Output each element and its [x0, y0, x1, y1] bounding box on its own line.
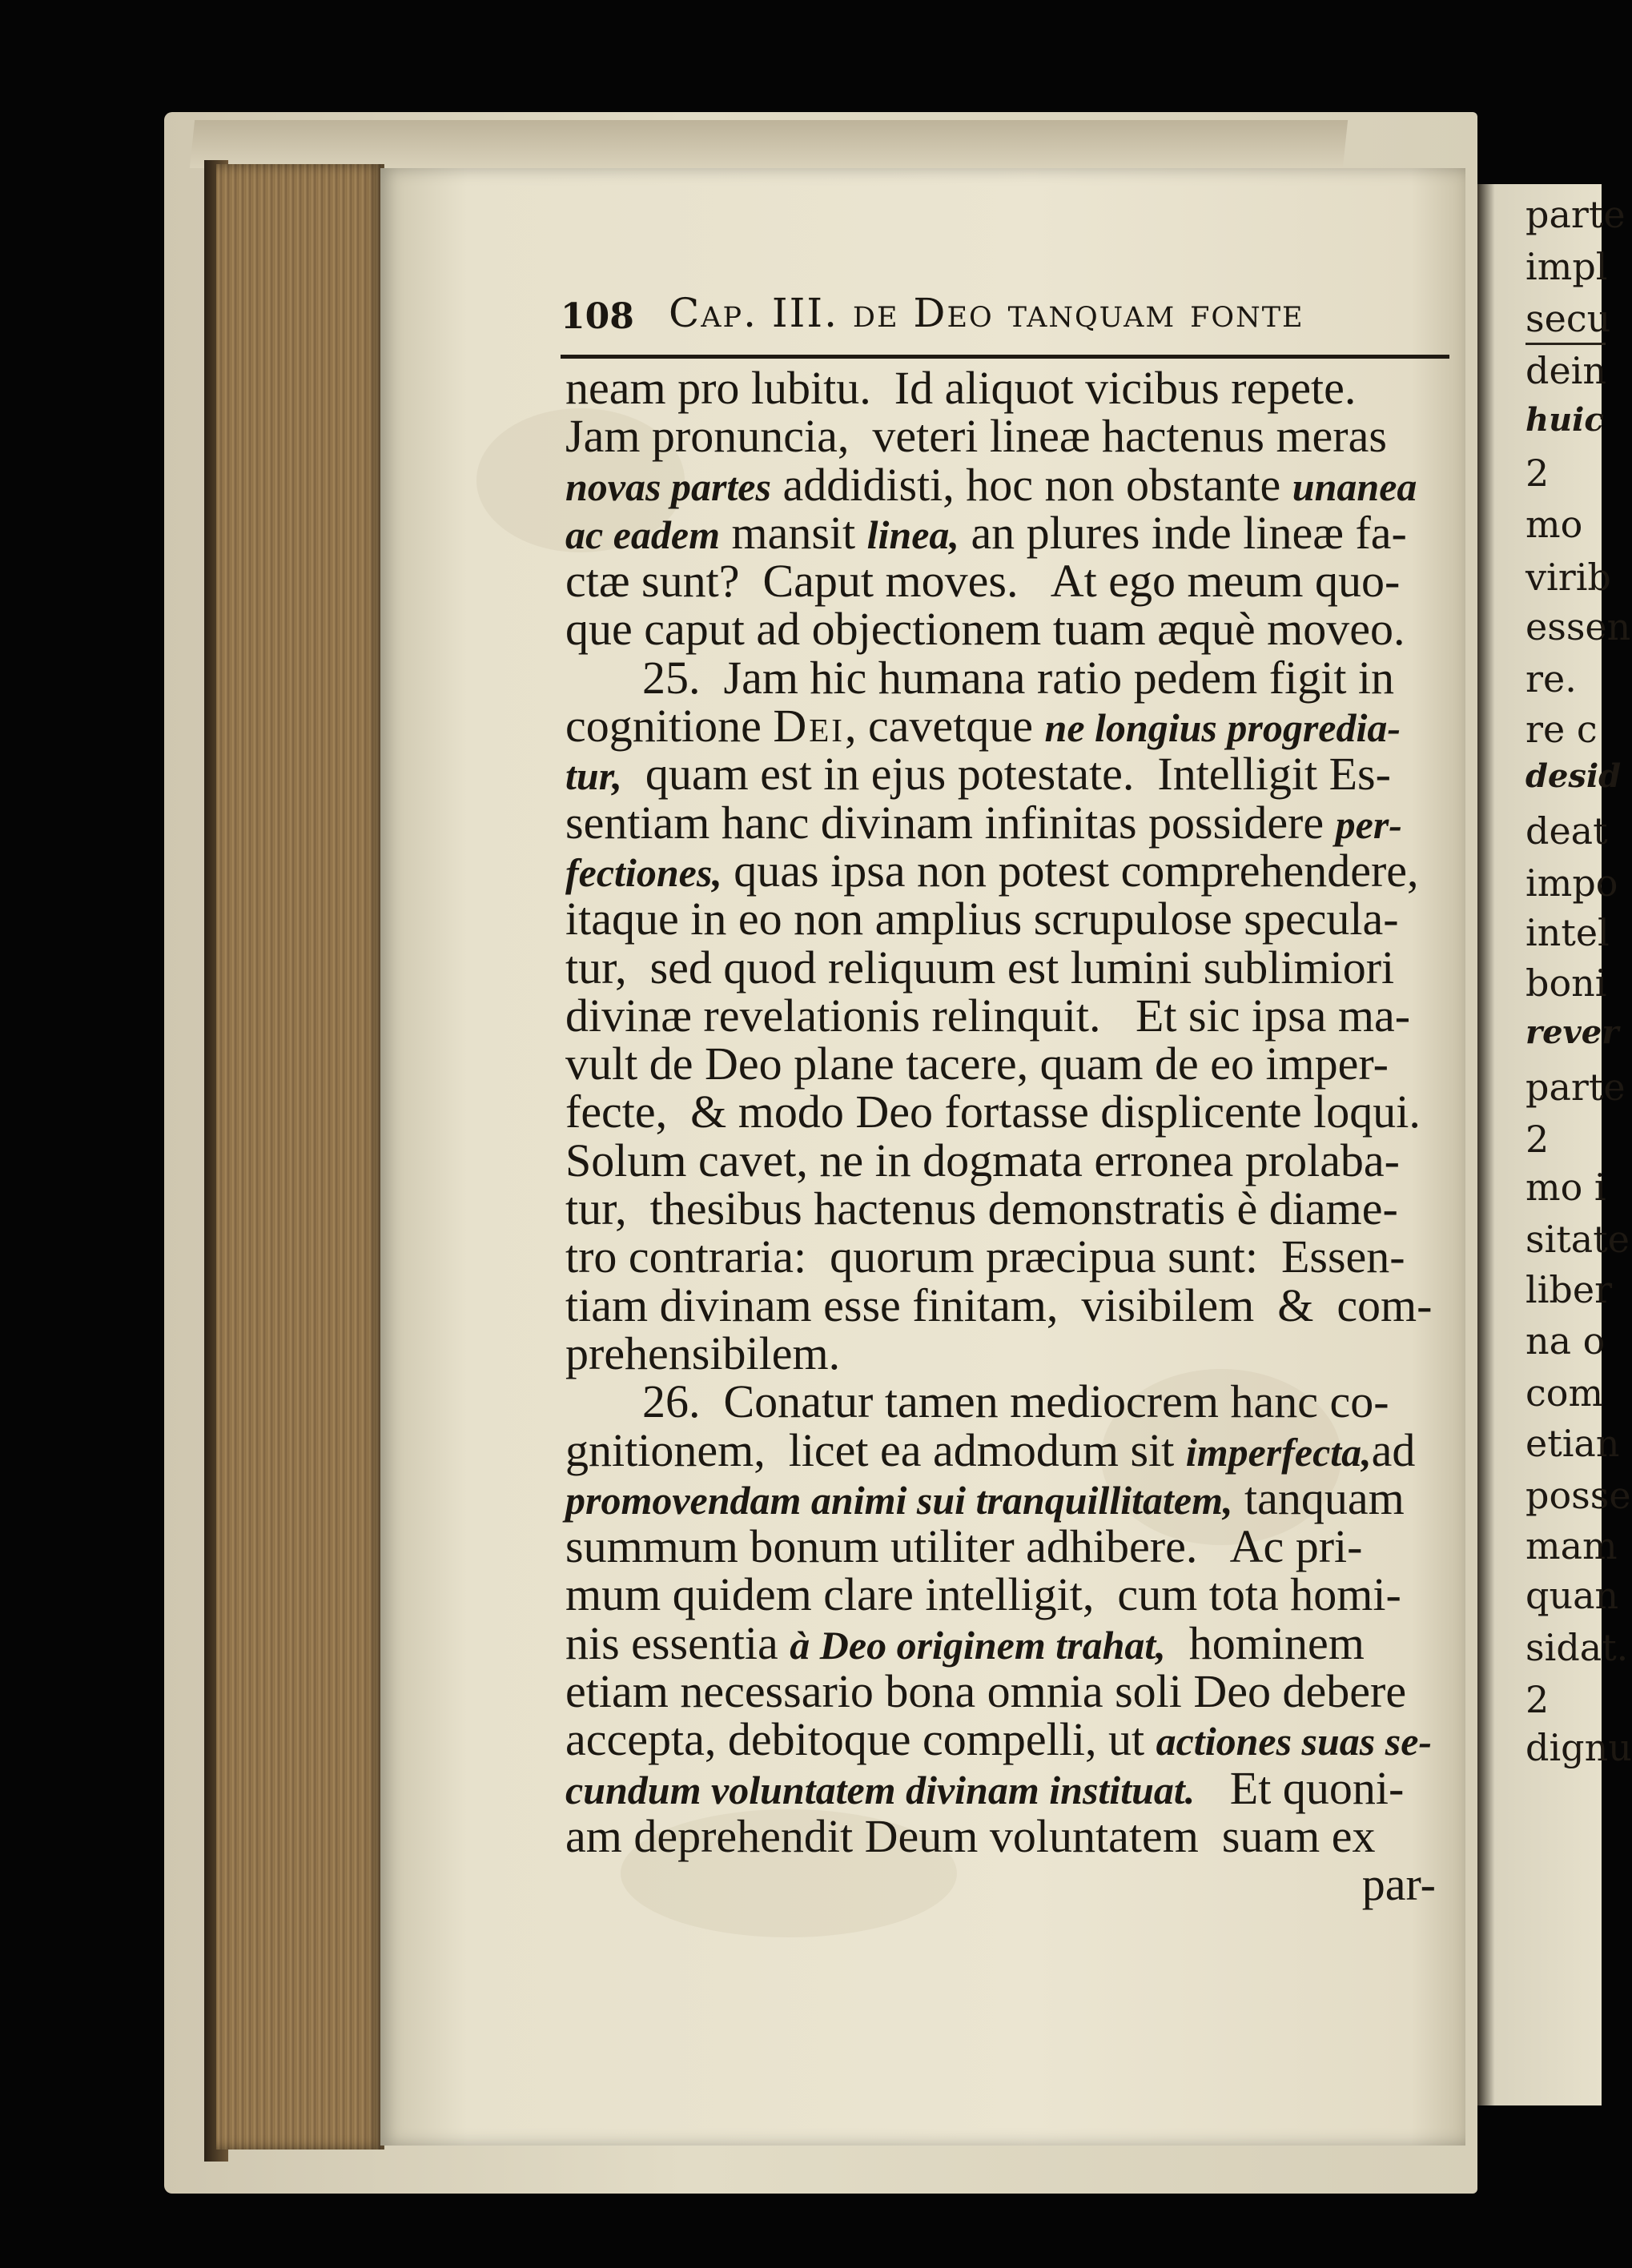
text-run: etiam necessario bona omnia soli Deo debere [565, 1665, 1407, 1718]
text-run: quas ipsa non potest comprehendere, [722, 844, 1419, 897]
italic-run: imperfecta, [1185, 1429, 1372, 1475]
facing-page-line: huic [1525, 401, 1604, 439]
facing-page-line: 2 [1525, 1678, 1550, 1721]
text-line [565, 1230, 1450, 1283]
text-line [565, 1568, 1450, 1621]
facing-page-line: mo i [1525, 1166, 1606, 1209]
text-run: Solum cavet, ne in dogmata erronea prolaba- [565, 1134, 1400, 1186]
text-run: tur, sed quod reliquum est lumini sublimiori [565, 941, 1395, 994]
page-number: 108 [561, 296, 634, 337]
facing-page-line: virib [1525, 556, 1611, 599]
text-run: an plures inde lineæ fa- [959, 506, 1407, 559]
facing-page-line: posse [1525, 1474, 1631, 1517]
text-run: accepta, debitoque compelli, ut [565, 1713, 1156, 1766]
text-line [565, 1375, 1450, 1428]
text-run: itaque in eo non amplius scrupulose specula- [565, 893, 1399, 945]
facing-page-line: dein [1525, 349, 1607, 392]
text-line [565, 1520, 1450, 1573]
text-run: addidisti, hoc non obstante [770, 458, 1292, 511]
text-line [565, 1665, 1450, 1718]
text-run: vult de Deo plane tacere, quam de eo imper- [565, 1038, 1389, 1090]
italic-run: tur, [565, 753, 622, 799]
text-run: summum bonum utiliter adhibere. Ac pri- [565, 1520, 1363, 1573]
facing-page-line: liber [1525, 1268, 1613, 1311]
italic-run: à Deo originem trahat, [790, 1622, 1166, 1668]
text-run: hominem [1165, 1616, 1365, 1669]
italic-run: cundum voluntatem divinam instituat. [565, 1767, 1196, 1812]
facing-page-line: 2 [1525, 1118, 1550, 1161]
text-run: tanquam [1232, 1471, 1405, 1524]
text-run: 26. Conatur tamen mediocrem hanc co- [642, 1375, 1389, 1428]
text-run: 25. Jam hic humana ratio pedem figit in [642, 651, 1395, 704]
italic-run: linea, [866, 512, 959, 557]
facing-page-line: re. [1525, 657, 1577, 700]
italic-run: per- [1335, 801, 1402, 847]
text-run: tur, thesibus hactenus demonstratis è diame- [565, 1182, 1398, 1235]
facing-page-fragment [1477, 184, 1632, 2105]
italic-run: unanea [1292, 464, 1417, 509]
facing-page-line: boni [1525, 961, 1607, 1005]
facing-page-line: 2 [1525, 452, 1550, 495]
text-run: mum quidem clare intelligit, cum tota homi- [565, 1568, 1401, 1621]
facing-page-line: secu [1525, 297, 1611, 340]
facing-page-line: rever [1525, 1014, 1619, 1051]
facing-page-line: deat [1525, 809, 1608, 853]
catchword: par- [1361, 1858, 1436, 1911]
text-line [565, 748, 1450, 801]
facing-page-line: mo [1525, 503, 1583, 546]
text-line [565, 458, 1450, 511]
text-line [565, 1471, 1450, 1524]
text-run: , cavetque [844, 700, 1045, 753]
text-line [565, 1327, 1450, 1379]
facing-page-line: essen [1525, 605, 1631, 648]
text-line [565, 1616, 1450, 1669]
facing-page-line: na o [1525, 1319, 1606, 1363]
italic-run: fectiones, [565, 849, 722, 895]
text-line [565, 1809, 1450, 1862]
facing-page-line: desid [1525, 757, 1622, 795]
text-line [565, 844, 1450, 897]
italic-run: promovendam animi sui tranquillitatem, [565, 1477, 1233, 1523]
text-run: fecte, & modo Deo fortasse displicente loqui. [565, 1086, 1421, 1138]
text-line [565, 410, 1450, 463]
italic-run: actiones suas se- [1156, 1719, 1433, 1764]
facing-header-rule [1525, 343, 1606, 345]
text-line [565, 1040, 1450, 1088]
page-fore-edge [216, 164, 384, 2150]
text-line [565, 506, 1450, 559]
binding-top-edge [190, 120, 1348, 168]
text-line [565, 1088, 1450, 1136]
text-run: mansit [719, 506, 867, 559]
facing-page-line: impo [1525, 861, 1618, 905]
facing-page-line: re c [1525, 708, 1598, 751]
italic-run: ne longius progredia- [1044, 705, 1401, 751]
facing-page-line: com [1525, 1371, 1604, 1415]
facing-page-line: parte [1525, 193, 1626, 236]
text-line [565, 941, 1450, 994]
text-line [565, 1761, 1450, 1814]
text-run: sentiam hanc divinam infinitas possidere [565, 796, 1336, 849]
text-run: Dei [773, 700, 845, 753]
facing-page-line: impl [1525, 245, 1608, 288]
facing-page-line: sitate [1525, 1218, 1630, 1261]
italic-run: novas partes [565, 464, 771, 509]
text-run: Jam pronuncia, veteri lineæ hactenus meras [565, 410, 1387, 463]
text-line [565, 651, 1450, 704]
body-text [565, 364, 1450, 1909]
text-run: ad [1371, 1423, 1416, 1476]
header-rule [561, 355, 1449, 359]
italic-run: ac eadem [565, 512, 720, 557]
text-run: am deprehendit Deum voluntatem suam ex [565, 1809, 1376, 1862]
text-line [565, 555, 1450, 608]
text-line [565, 1182, 1450, 1235]
text-run: gnitionem, licet ea admodum sit [565, 1423, 1186, 1476]
facing-page-line: sidat. [1525, 1626, 1629, 1669]
running-header [561, 290, 1449, 346]
text-line [565, 700, 1450, 753]
facing-page-line: intel [1525, 911, 1610, 954]
text-line [565, 603, 1450, 656]
facing-page-line: mam [1525, 1524, 1618, 1568]
text-run: quam est in ejus potestate. Intelligit Es- [621, 748, 1391, 801]
facing-page-line: quan [1525, 1574, 1619, 1617]
text-run: que caput ad objectionem tuam æquè moveo. [565, 603, 1405, 656]
text-line [565, 1279, 1450, 1331]
text-line [565, 1713, 1450, 1766]
text-line [565, 364, 1450, 412]
text-line [565, 989, 1450, 1042]
text-run: Et quoni- [1195, 1761, 1405, 1814]
text-run: tiam divinam esse finitam, visibilem & com- [565, 1279, 1433, 1331]
text-line [565, 1423, 1450, 1476]
facing-page-line: etian [1525, 1422, 1620, 1465]
text-run: tro contraria: quorum præcipua sunt: Essen- [565, 1230, 1405, 1283]
text-line [565, 1134, 1450, 1186]
text-run: divinæ revelationis relinquit. Et sic ipsa ma- [565, 989, 1411, 1042]
text-line [565, 895, 1450, 943]
text-run: ctæ sunt? Caput moves. At ego meum quo- [565, 555, 1401, 608]
facing-page-line: dignu [1525, 1726, 1632, 1769]
text-run: cognitione [565, 700, 774, 753]
running-title: Cap. III. de Deo tanquam fonte [669, 290, 1304, 336]
text-run: nis essentia [565, 1616, 790, 1669]
text-run: neam pro lubitu. Id aliquot vicibus repete. [565, 362, 1357, 414]
text-run: prehensibilem. [565, 1327, 841, 1379]
text-line [565, 796, 1450, 849]
facing-page-line: parte [1525, 1066, 1626, 1109]
